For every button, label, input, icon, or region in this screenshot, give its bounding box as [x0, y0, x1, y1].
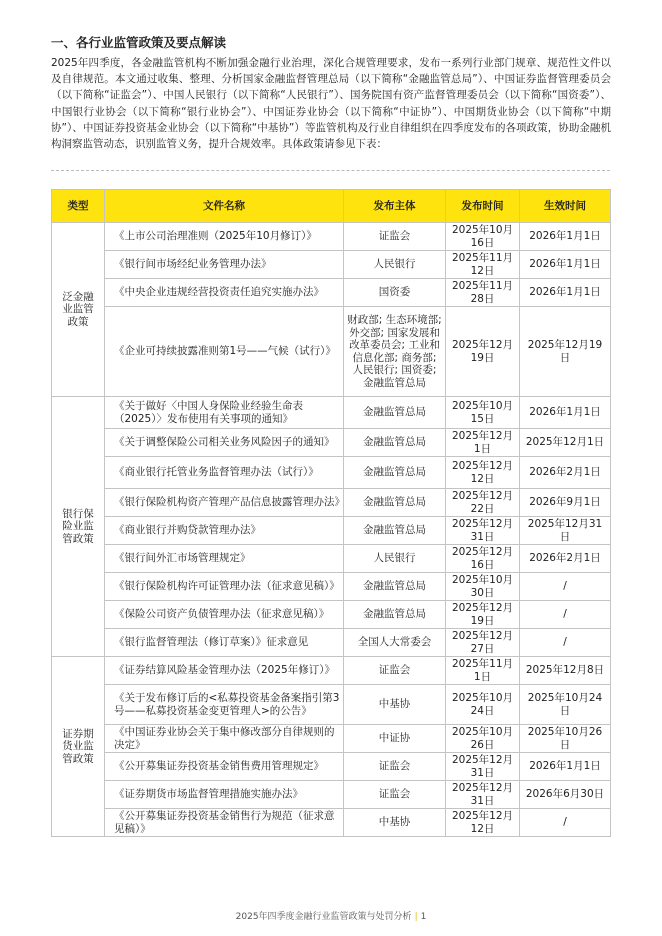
header-publish-date: 发布时间 — [446, 190, 520, 223]
issuer-cell: 金融监管总局 — [344, 489, 446, 517]
issuer-cell: 中基协 — [344, 685, 446, 725]
issuer-cell: 中基协 — [344, 809, 446, 837]
table-row — [52, 601, 611, 629]
issuer-cell: 财政部; 生态环境部; 外交部; 国家发展和改革委员会; 工业和信息化部; 商务部; 人民银行; 国资委; 金融监管总局 — [344, 307, 446, 397]
table-row — [52, 545, 611, 573]
effective-date-cell: 2025年12月1日 — [520, 429, 611, 457]
issuer-cell: 证监会 — [344, 753, 446, 781]
effective-date-cell: / — [520, 601, 611, 629]
issuer-cell: 金融监管总局 — [344, 457, 446, 489]
page-footer — [0, 909, 662, 922]
category-cell: 泛金融业监管政策 — [52, 223, 105, 397]
effective-date-cell: 2026年6月30日 — [520, 781, 611, 809]
publish-date-cell: 2025年12月12日 — [446, 809, 520, 837]
table-row — [52, 753, 611, 781]
issuer-cell: 人民银行 — [344, 545, 446, 573]
document-name-cell: 《关于发布修订后的<私募投资基金备案指引第3号——私募投资基金变更管理人>的公告》 — [105, 685, 344, 725]
table-row — [52, 397, 611, 429]
table-row — [52, 573, 611, 601]
effective-date-cell: / — [520, 809, 611, 837]
document-name-cell: 《证券期货市场监督管理措施实施办法》 — [105, 781, 344, 809]
publish-date-cell: 2025年10月15日 — [446, 397, 520, 429]
issuer-cell: 金融监管总局 — [344, 601, 446, 629]
table-row — [52, 629, 611, 657]
document-name-cell: 《银行监督管理法（修订草案）》征求意见 — [105, 629, 344, 657]
footer-title: 2025年四季度金融行业监管政策与处罚分析 — [235, 912, 412, 922]
document-name-cell: 《保险公司资产负债管理办法（征求意见稿）》 — [105, 601, 344, 629]
issuer-cell: 人民银行 — [344, 251, 446, 279]
effective-date-cell: 2025年12月8日 — [520, 657, 611, 685]
publish-date-cell: 2025年11月1日 — [446, 657, 520, 685]
footer-separator: | — [414, 912, 418, 922]
table-row — [52, 279, 611, 307]
effective-date-cell: 2026年1月1日 — [520, 223, 611, 251]
issuer-cell: 证监会 — [344, 223, 446, 251]
table-body — [52, 223, 611, 837]
effective-date-cell: 2026年2月1日 — [520, 545, 611, 573]
issuer-cell: 金融监管总局 — [344, 397, 446, 429]
table-header-row — [52, 190, 611, 223]
table-row — [52, 429, 611, 457]
effective-date-cell: 2026年9月1日 — [520, 489, 611, 517]
effective-date-cell: 2026年1月1日 — [520, 397, 611, 429]
table-row — [52, 517, 611, 545]
publish-date-cell: 2025年10月26日 — [446, 725, 520, 753]
effective-date-cell: 2025年10月24日 — [520, 685, 611, 725]
issuer-cell: 证监会 — [344, 781, 446, 809]
table-row — [52, 685, 611, 725]
document-name-cell: 《企业可持续披露准则第1号——气候（试行）》 — [105, 307, 344, 397]
table-row — [52, 489, 611, 517]
document-name-cell: 《中央企业违规经营投资责任追究实施办法》 — [105, 279, 344, 307]
publish-date-cell: 2025年11月28日 — [446, 279, 520, 307]
section-heading: 一、各行业监管政策及要点解读 — [51, 35, 227, 50]
document-name-cell: 《关于调整保险公司相关业务风险因子的通知》 — [105, 429, 344, 457]
document-name-cell: 《银行保险机构许可证管理办法（征求意见稿）》 — [105, 573, 344, 601]
effective-date-cell: / — [520, 573, 611, 601]
document-name-cell: 《中国证券业协会关于集中修改部分自律规则的决定》 — [105, 725, 344, 753]
effective-date-cell: 2026年1月1日 — [520, 251, 611, 279]
publish-date-cell: 2025年12月16日 — [446, 545, 520, 573]
publish-date-cell: 2025年10月16日 — [446, 223, 520, 251]
effective-date-cell: 2026年2月1日 — [520, 457, 611, 489]
table-row — [52, 725, 611, 753]
publish-date-cell: 2025年12月12日 — [446, 457, 520, 489]
header-issuer: 发布主体 — [344, 190, 446, 223]
document-name-cell: 《商业银行并购贷款管理办法》 — [105, 517, 344, 545]
publish-date-cell: 2025年12月31日 — [446, 781, 520, 809]
document-name-cell: 《银行间市场经纪业务管理办法》 — [105, 251, 344, 279]
issuer-cell: 国资委 — [344, 279, 446, 307]
publish-date-cell: 2025年12月27日 — [446, 629, 520, 657]
publish-date-cell: 2025年11月12日 — [446, 251, 520, 279]
effective-date-cell: 2026年1月1日 — [520, 753, 611, 781]
effective-date-cell: 2026年1月1日 — [520, 279, 611, 307]
table-row — [52, 657, 611, 685]
document-name-cell: 《公开募集证券投资基金销售费用管理规定》 — [105, 753, 344, 781]
category-cell: 证券期货业监管政策 — [52, 657, 105, 837]
table-row — [52, 457, 611, 489]
header-document-name: 文件名称 — [105, 190, 344, 223]
header-effective-date: 生效时间 — [520, 190, 611, 223]
publish-date-cell: 2025年12月19日 — [446, 601, 520, 629]
issuer-cell: 证监会 — [344, 657, 446, 685]
policy-table — [51, 189, 611, 837]
publish-date-cell: 2025年12月1日 — [446, 429, 520, 457]
document-name-cell: 《证券结算风险基金管理办法（2025年修订）》 — [105, 657, 344, 685]
issuer-cell: 全国人大常委会 — [344, 629, 446, 657]
effective-date-cell: 2025年12月19日 — [520, 307, 611, 397]
header-type: 类型 — [52, 190, 105, 223]
table-row — [52, 781, 611, 809]
issuer-cell: 金融监管总局 — [344, 573, 446, 601]
issuer-cell: 金融监管总局 — [344, 429, 446, 457]
dashed-divider — [51, 170, 610, 171]
publish-date-cell: 2025年12月31日 — [446, 517, 520, 545]
page-number: 1 — [420, 912, 427, 922]
publish-date-cell: 2025年12月19日 — [446, 307, 520, 397]
table-row — [52, 251, 611, 279]
publish-date-cell: 2025年12月22日 — [446, 489, 520, 517]
effective-date-cell: 2025年12月31日 — [520, 517, 611, 545]
issuer-cell: 中证协 — [344, 725, 446, 753]
table-row — [52, 307, 611, 397]
publish-date-cell: 2025年10月24日 — [446, 685, 520, 725]
effective-date-cell: 2025年10月26日 — [520, 725, 611, 753]
intro-paragraph: 2025年四季度，各金融监管机构不断加强金融行业治理，深化合规管理要求，发布一系列行业部门规章、规范性文件以及自律规范。本文通过收集、整理、分析国家金融监督管理总局（以下简称“金融监管总局”）、中国证券监督管理委员会（以下简称“证监会”）、中国人民银行（以下简称“人民银行”）、国务院国有资产监督管理委员会（以下简称“国资委”）、中国银行业协会（以下简称“银行业协会”）、中国证券业协会（以下简称“中证协”）、中国期货业协会（以下简称“中期协”）、中国证券投资基金业协会（以下简称“中基协”）等监管机构及行业自律组织在四季度发布的各项政策，协助金融机构洞察监管动态，识别监管义务，提升合规效率。具体政策请参见下表： — [51, 57, 611, 151]
document-name-cell: 《公开募集证券投资基金销售行为规范（征求意见稿）》 — [105, 809, 344, 837]
table-row — [52, 223, 611, 251]
document-name-cell: 《关于做好〈中国人身保险业经验生命表（2025）〉发布使用有关事项的通知》 — [105, 397, 344, 429]
category-cell: 银行保险业监管政策 — [52, 397, 105, 657]
publish-date-cell: 2025年10月30日 — [446, 573, 520, 601]
table-row — [52, 809, 611, 837]
document-name-cell: 《上市公司治理准则（2025年10月修订）》 — [105, 223, 344, 251]
publish-date-cell: 2025年12月31日 — [446, 753, 520, 781]
document-name-cell: 《银行保险机构资产管理产品信息披露管理办法》 — [105, 489, 344, 517]
issuer-cell: 金融监管总局 — [344, 517, 446, 545]
document-name-cell: 《商业银行托管业务监督管理办法（试行）》 — [105, 457, 344, 489]
document-name-cell: 《银行间外汇市场管理规定》 — [105, 545, 344, 573]
effective-date-cell: / — [520, 629, 611, 657]
